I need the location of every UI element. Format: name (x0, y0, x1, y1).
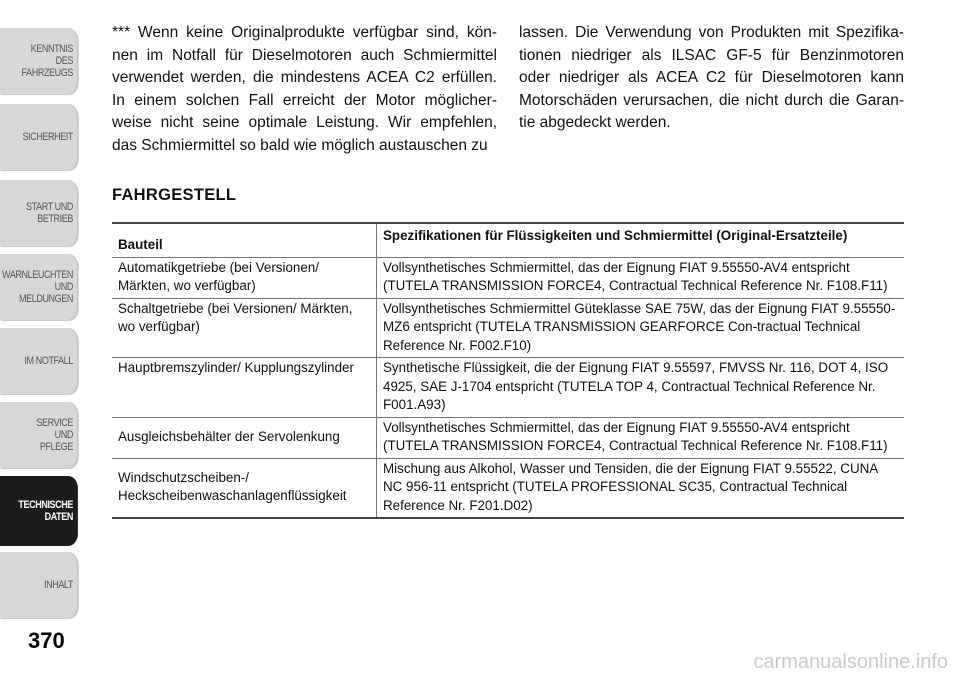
tab-sicherheit[interactable] (0, 104, 78, 170)
tab-label: DES (55, 55, 73, 67)
table-row (112, 257, 904, 298)
tab-label: UND (54, 429, 73, 441)
tab-label: MELDUNGEN (19, 293, 73, 305)
table-row (112, 417, 904, 458)
tab-im-notfall[interactable] (0, 328, 78, 394)
tab-label: WARNLEUCHTEN (2, 269, 73, 281)
cell-spec: Mischung aus Alkohol, Wasser und Tensiden, die der Eignung FIAT 9.55522, CUNA NC 956-11 entspricht (TUTELA PROFESSIONAL SC35, Contractual Technical Reference Nr. F201.D02) (377, 458, 905, 518)
tab-label: START UND (26, 201, 73, 213)
table-row (112, 458, 904, 518)
watermark: carmanualsonline.info (753, 651, 948, 673)
cell-spec: Vollsynthetisches Schmiermittel, das der Eignung FIAT 9.55550-AV4 entspricht (TUTELA TRANSMISSION FORCE4, Contractual Technical Reference Nr. F108.F11) (377, 257, 905, 298)
tab-technische-daten[interactable] (0, 476, 78, 546)
intro-text (112, 22, 904, 157)
tab-label: KENNTNIS (30, 43, 73, 55)
table-row (112, 358, 904, 418)
cell-part: Hauptbremszylinder/ Kupplungszylinder (112, 358, 377, 418)
tab-kenntnis-des-fahrzeugs[interactable] (0, 28, 78, 94)
cell-part: Automatikgetriebe (bei Versionen/ Märkten, wo verfügbar) (112, 257, 377, 298)
tab-label: DATEN (44, 511, 73, 523)
cell-part: Windschutzscheiben-/ Heckscheibenwaschanlagenflüssigkeit (112, 458, 377, 518)
tab-label: PFLEGE (39, 441, 73, 453)
fluid-spec-table (112, 222, 904, 519)
table-row (112, 298, 904, 358)
cell-part: Ausgleichsbehälter der Servolenkung (112, 417, 377, 458)
section-title: FAHRGESTELL (112, 186, 237, 204)
tab-inhalt[interactable] (0, 552, 78, 618)
tab-label: FAHRZEUGS (21, 67, 73, 79)
tab-label: TECHNISCHE (18, 499, 73, 511)
table-header-row (112, 223, 904, 257)
tab-label: BETRIEB (37, 213, 73, 225)
cell-part: Schaltgetriebe (bei Versionen/ Märkten, wo verfügbar) (112, 298, 377, 358)
header-spec: Spezifikationen für Flüssigkeiten und Schmiermittel (Original-Ersatzteile) (377, 223, 905, 257)
cell-spec: Vollsynthetisches Schmiermittel Güteklasse SAE 75W, das der Eignung FIAT 9.55550-MZ6 entspricht (TUTELA TRANSMISSION GEARFORCE Con-tractual Technical Reference Nr. F002.F10) (377, 298, 905, 358)
tab-label: SICHERHEIT (22, 131, 73, 143)
header-part: Bauteil (112, 223, 377, 257)
page-number: 370 (28, 628, 65, 653)
tab-start-und-betrieb[interactable] (0, 180, 78, 246)
tab-label: INHALT (44, 579, 73, 591)
tab-label: UND (54, 281, 73, 293)
tab-label: SERVICE (36, 417, 73, 429)
intro-column-left: *** Wenn keine Originalprodukte verfügbar sind, kön-nen im Notfall für Dieselmotoren auch Schmiermittel verwendet werden, die mindestens ACEA C2 erfüllen. In einem solchen Fall erreicht der Motor möglicher-weise nicht seine optimale Leistung. Wir empfehlen, das Schmiermittel so bald wie möglich austauschen zu (112, 24, 497, 154)
intro-column-right: lassen. Die Verwendung von Produkten mit Spezifika-tionen niedriger als ILSAC GF-5 für Benzinmotoren oder niedriger als ACEA C2 für Dieselmotoren kann Motorschäden verursachen, die nicht durch die Garan-tie abgedeckt werden. (519, 24, 904, 131)
cell-spec: Synthetische Flüssigkeit, die der Eignung FIAT 9.55597, FMVSS Nr. 116, DOT 4, ISO 4925, SAE J-1704 entspricht (TUTELA TOP 4, Contractual Technical Reference Nr. F001.A93) (377, 358, 905, 418)
tab-service-und-pflege[interactable] (0, 402, 78, 468)
tab-warnleuchten-und-meldungen[interactable] (0, 254, 78, 320)
cell-spec: Vollsynthetisches Schmiermittel, das der Eignung FIAT 9.55550-AV4 entspricht (TUTELA TRANSMISSION FORCE4, Contractual Technical Reference Nr. F108.F11) (377, 417, 905, 458)
tab-label: IM NOTFALL (24, 355, 73, 367)
